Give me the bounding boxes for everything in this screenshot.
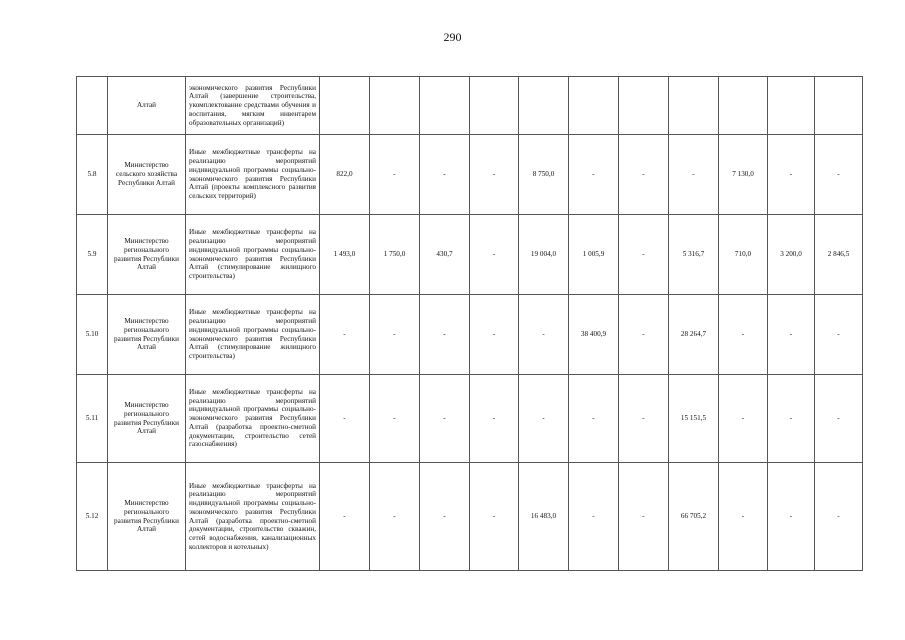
value-cell: 1 750,0 <box>370 215 420 295</box>
budget-table <box>76 76 863 571</box>
value-cell: 8 750,0 <box>519 135 569 215</box>
row-number-cell: 5.9 <box>77 215 108 295</box>
description-cell: Иные межбюджетные трансферты на реализацию мероприятий индивидуальной программы социально-экономического развития Республики Алтай (стимулирование жилищного строительства) <box>186 295 320 375</box>
value-cell: - <box>768 463 815 571</box>
value-cell: - <box>569 463 619 571</box>
value-cell: 19 004,0 <box>519 215 569 295</box>
value-cell: 430,7 <box>420 215 470 295</box>
value-cell: - <box>619 135 669 215</box>
organization-cell: Алтай <box>108 77 186 135</box>
row-number-cell <box>77 77 108 135</box>
organization-cell: Министерство регионального развития Республики Алтай <box>108 295 186 375</box>
value-cell: - <box>768 135 815 215</box>
value-cell: 66 705,2 <box>669 463 719 571</box>
value-cell: - <box>370 295 420 375</box>
value-cell: - <box>768 375 815 463</box>
table-body <box>77 77 863 571</box>
description-cell: Иные межбюджетные трансферты на реализацию мероприятий индивидуальной программы социально-экономического развития Республики Алтай (стимулирование жилищного строительства) <box>186 215 320 295</box>
value-cell: - <box>370 135 420 215</box>
value-cell: - <box>815 135 863 215</box>
table-row <box>77 295 863 375</box>
value-cell: - <box>470 375 519 463</box>
value-cell: - <box>519 375 569 463</box>
value-cell: 1 005,9 <box>569 215 619 295</box>
description-cell: Иные межбюджетные трансферты на реализацию мероприятий индивидуальной программы социально-экономического развития Республики Алтай (разработка проектно-сметной документации, строительство скважин, сетей водоснабжения, канализационных коллекторов и котельных) <box>186 463 320 571</box>
organization-cell: Министерство регионального развития Республики Алтай <box>108 463 186 571</box>
value-cell <box>519 77 569 135</box>
value-cell: 822,0 <box>320 135 370 215</box>
value-cell: - <box>815 295 863 375</box>
value-cell: - <box>569 375 619 463</box>
value-cell: 2 846,5 <box>815 215 863 295</box>
value-cell <box>815 77 863 135</box>
value-cell <box>719 77 768 135</box>
value-cell: - <box>619 215 669 295</box>
value-cell: - <box>719 375 768 463</box>
table-row <box>77 463 863 571</box>
value-cell: 15 151,5 <box>669 375 719 463</box>
value-cell: - <box>619 295 669 375</box>
value-cell: - <box>470 463 519 571</box>
row-number-cell: 5.11 <box>77 375 108 463</box>
value-cell: 1 493,0 <box>320 215 370 295</box>
value-cell: - <box>470 135 519 215</box>
value-cell: - <box>420 375 470 463</box>
value-cell: - <box>470 295 519 375</box>
value-cell: 710,0 <box>719 215 768 295</box>
value-cell: - <box>420 463 470 571</box>
row-number-cell: 5.10 <box>77 295 108 375</box>
value-cell: - <box>370 375 420 463</box>
value-cell: - <box>320 463 370 571</box>
value-cell: - <box>470 215 519 295</box>
value-cell: - <box>569 135 619 215</box>
value-cell <box>768 77 815 135</box>
value-cell <box>420 77 470 135</box>
value-cell: 16 483,0 <box>519 463 569 571</box>
table-row <box>77 215 863 295</box>
value-cell: - <box>519 295 569 375</box>
value-cell <box>320 77 370 135</box>
value-cell: 38 400,9 <box>569 295 619 375</box>
value-cell: 7 130,0 <box>719 135 768 215</box>
organization-cell: Министерство регионального развития Республики Алтай <box>108 375 186 463</box>
value-cell: - <box>619 375 669 463</box>
value-cell: - <box>370 463 420 571</box>
description-cell: Иные межбюджетные трансферты на реализацию мероприятий индивидуальной программы социально-экономического развития Республики Алтай (разработка проектно-сметной документации, строительство сетей газоснабжения) <box>186 375 320 463</box>
value-cell: - <box>815 375 863 463</box>
value-cell: - <box>719 463 768 571</box>
table-row <box>77 135 863 215</box>
value-cell <box>370 77 420 135</box>
value-cell: - <box>420 135 470 215</box>
value-cell: - <box>320 375 370 463</box>
value-cell <box>470 77 519 135</box>
value-cell <box>619 77 669 135</box>
row-number-cell: 5.12 <box>77 463 108 571</box>
organization-cell: Министерство регионального развития Республики Алтай <box>108 215 186 295</box>
value-cell <box>569 77 619 135</box>
page-number: 290 <box>443 30 462 44</box>
value-cell: - <box>719 295 768 375</box>
organization-cell: Министерство сельского хозяйства Республики Алтай <box>108 135 186 215</box>
value-cell: - <box>815 463 863 571</box>
row-number-cell: 5.8 <box>77 135 108 215</box>
value-cell: 5 316,7 <box>669 215 719 295</box>
description-cell: экономического развития Республики Алтай (завершение строительства, укомплектование средствами обучения и воспитания, мягким инвентарем образовательных организаций) <box>186 77 320 135</box>
table-row <box>77 77 863 135</box>
value-cell: - <box>768 295 815 375</box>
value-cell <box>669 77 719 135</box>
value-cell: - <box>619 463 669 571</box>
value-cell: - <box>669 135 719 215</box>
table-row <box>77 375 863 463</box>
value-cell: 3 200,0 <box>768 215 815 295</box>
value-cell: - <box>320 295 370 375</box>
value-cell: - <box>420 295 470 375</box>
value-cell: 28 264,7 <box>669 295 719 375</box>
description-cell: Иные межбюджетные трансферты на реализацию мероприятий индивидуальной программы социально-экономического развития Республики Алтай (проекты комплексного развития сельских территорий) <box>186 135 320 215</box>
